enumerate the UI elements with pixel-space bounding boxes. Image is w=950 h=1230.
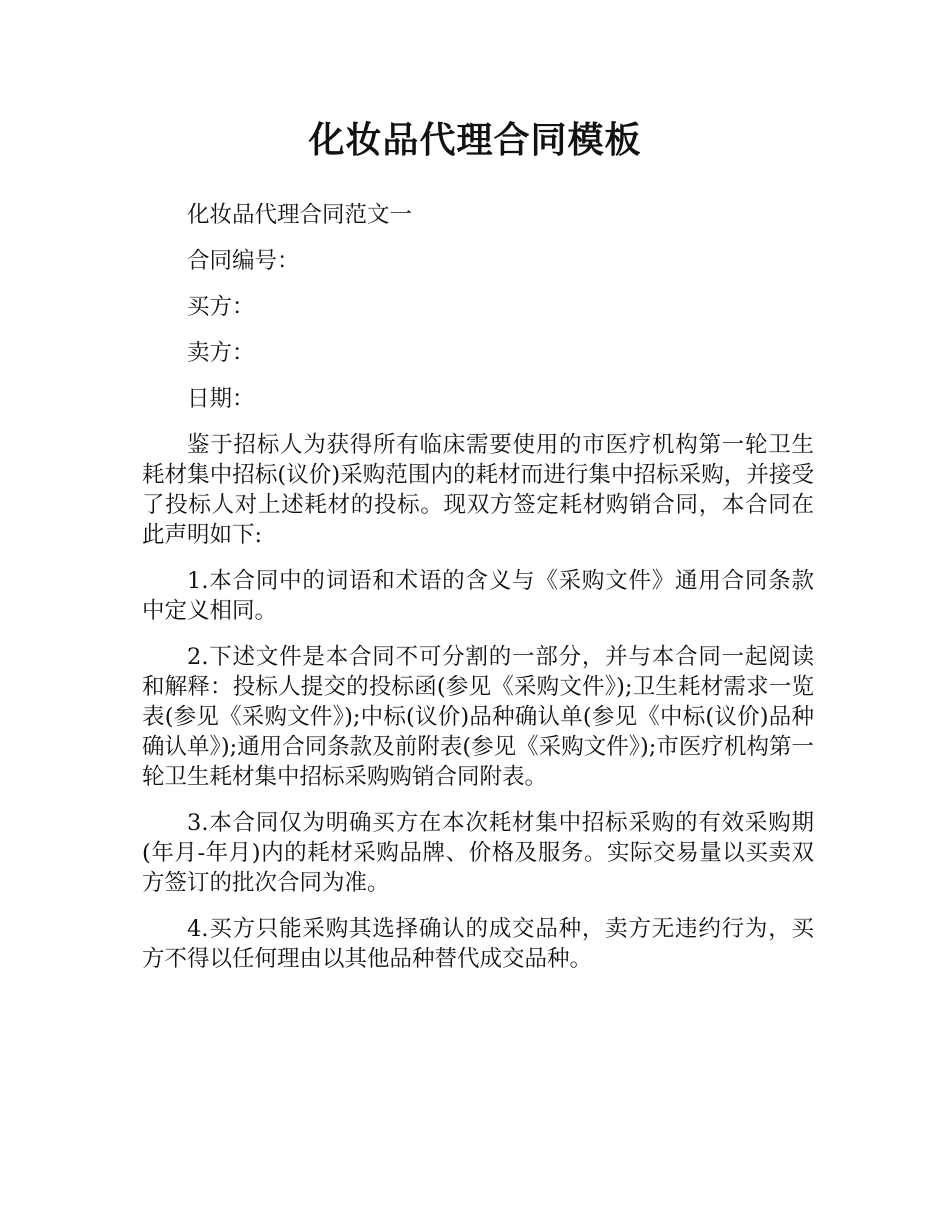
clause-3: 3.本合同仅为明确买方在本次耗材集中招标采购的有效采购期(年月-年月)内的耗材采购品牌、价格及服务。实际交易量以买卖双方签订的批次合同为准。	[142, 810, 814, 896]
document-body	[142, 200, 814, 990]
document-title: 化妆品代理合同模板	[308, 120, 642, 161]
clause-1: 1.本合同中的词语和术语的含义与《采购文件》通用合同条款中定义相同。	[142, 568, 814, 624]
date-field: 日期：	[187, 386, 255, 412]
clause-2: 2.下述文件是本合同不可分割的一部分，并与本合同一起阅读和解释：投标人提交的投标函(参见《采购文件》);卫生耗材需求一览表(参见《采购文件》);中标(议价)品种确认单(参见《中标(议价)品种确认单》);通用合同条款及前附表(参见《采购文件》);市医疗机构第一轮卫生耗材集中招标采购购销合同附表。	[142, 644, 814, 790]
contract-number-field: 合同编号：	[187, 248, 300, 274]
clause-4: 4.买方只能采购其选择确认的成交品种，卖方无违约行为，买方不得以任何理由以其他品种替代成交品种。	[142, 916, 814, 972]
contract-subtitle: 化妆品代理合同范文一	[187, 202, 413, 228]
buyer-field: 买方：	[187, 294, 255, 320]
seller-field: 卖方：	[187, 340, 255, 366]
preamble-paragraph: 鉴于招标人为获得所有临床需要使用的市医疗机构第一轮卫生耗材集中招标(议价)采购范围内的耗材而进行集中招标采购，并接受了投标人对上述耗材的投标。现双方签定耗材购销合同，本合同在此声明如下:	[142, 432, 814, 548]
